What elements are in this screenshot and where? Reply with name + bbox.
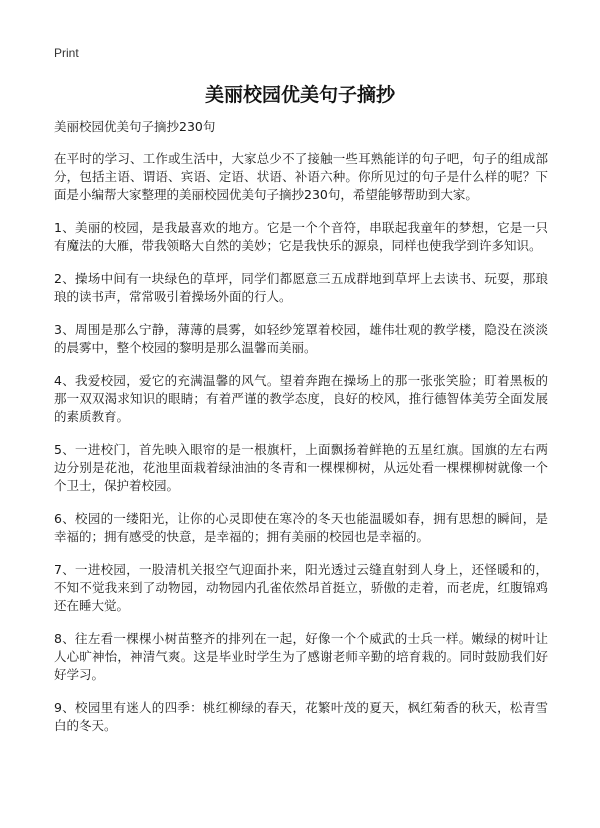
article-body bbox=[54, 118, 548, 750]
intro-paragraph: 在平时的学习、工作或生活中，大家总少不了接触一些耳熟能详的句子吧，句子的组成部分，包括主语、谓语、宾语、定语、状语、补语六种。你所见过的句子是什么样的呢？下面是小编帮大家整理的美丽校园优美句子摘抄230句，希望能够帮助到大家。 bbox=[54, 151, 548, 202]
sentence-paragraph: 4、我爱校园，爱它的充满温馨的风气。望着奔跑在操场上的那一张张笑脸；盯着黑板的那一双双渴求知识的眼睛；有着严谨的教学态度，良好的校风，推行德智体美劳全面发展的素质教育。 bbox=[54, 373, 548, 424]
sentence-paragraph: 8、往左看一棵棵小树苗整齐的排列在一起，好像一个个威武的士兵一样。嫩绿的树叶让人心旷神怡，神清气爽。这是毕业时学生为了感谢老师辛勤的培育栽的。同时鼓励我们好好学习。 bbox=[54, 631, 548, 682]
sentence-paragraph: 3、周围是那么宁静，薄薄的晨雾，如轻纱笼罩着校园，雄伟壮观的教学楼，隐没在淡淡的晨雾中，整个校园的黎明是那么温馨而美丽。 bbox=[54, 322, 548, 355]
sentence-paragraph: 6、校园的一缕阳光，让你的心灵即使在寒冷的冬天也能温暖如春，拥有思想的瞬间，是幸福的；拥有感受的快意，是幸福的；拥有美丽的校园也是幸福的。 bbox=[54, 511, 548, 544]
article-subtitle: 美丽校园优美句子摘抄230句 bbox=[54, 119, 216, 134]
sentence-paragraph: 5、一进校门，首先映入眼帘的是一根旗杆，上面飘扬着鲜艳的五星红旗。国旗的左右两边分别是花池，花池里面栽着绿油油的冬青和一棵棵柳树，从远处看一棵棵柳树就像一个个卫士，保护着校园。 bbox=[54, 442, 548, 493]
sentence-paragraph: 2、操场中间有一块绿色的草坪，同学们都愿意三五成群地到草坪上去读书、玩耍，那琅琅的读书声，常常吸引着操场外面的行人。 bbox=[54, 271, 548, 304]
page-title: 美丽校园优美句子摘抄 bbox=[204, 84, 395, 106]
print-link[interactable]: Print bbox=[54, 46, 79, 60]
sentence-paragraph: 7、一进校园，一股清机关报空气迎面扑来，阳光透过云缝直射到人身上，还怪暖和的，不知不觉我来到了动物园，动物园内孔雀依然昂首挺立，骄傲的走着，而老虎，红腹锦鸡还在睡大觉。 bbox=[54, 562, 548, 613]
sentence-paragraph: 9、校园里有迷人的四季：桃红柳绿的春天，花繁叶茂的夏天，枫红菊香的秋天，松青雪白的冬天。 bbox=[54, 700, 548, 733]
sentence-paragraph: 1、美丽的校园，是我最喜欢的地方。它是一个个音符，串联起我童年的梦想，它是一只有魔法的大雁，带我领略大自然的美妙；它是我快乐的源泉，同样也使我学到许多知识。 bbox=[54, 220, 548, 253]
